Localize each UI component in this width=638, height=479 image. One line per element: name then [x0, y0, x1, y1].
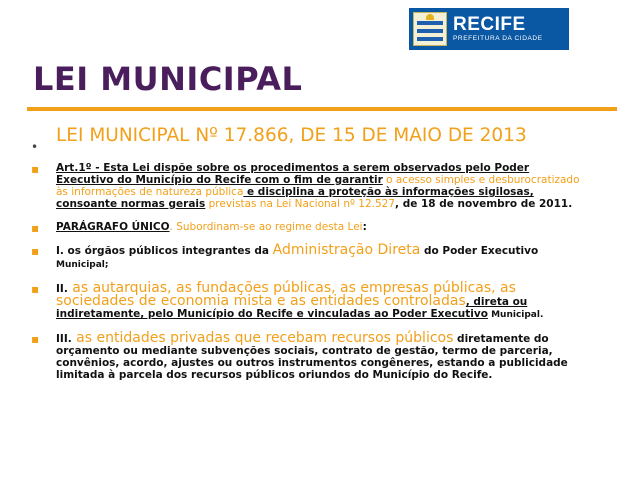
list-item-i	[28, 244, 588, 271]
paragrafo-end: :	[362, 221, 367, 233]
item-iii-body: diretamente do orçamento ou mediante subvenções sociais, contrato de gestão, termo de parceria, convênios, acordo, ajustes ou outros instrumentos congêneres, estando a publicidade limitada à parcela dos recursos públicos oriundos do Município do Recife.	[56, 333, 568, 381]
bullet-icon: ▪	[31, 282, 40, 296]
logo-name: RECIFE	[453, 14, 526, 36]
item-iii-num: III.	[56, 333, 72, 345]
item-iii-highlight: as entidades privadas que recebam recursos públicos	[71, 330, 454, 346]
bullet-icon: ▪	[31, 162, 40, 176]
item-i-end: Municipal;	[56, 260, 109, 270]
list-item-law-heading	[28, 124, 588, 154]
list-item-art1	[28, 162, 588, 210]
art1-part-a: Art.1º - Esta Lei dispõe sobre os procedimentos a serem observados pelo Poder Executivo do Município do Recife com o fim de garantir	[56, 162, 530, 186]
item-i-mid: do Poder Executivo	[420, 245, 539, 257]
slide-title: LEI MUNICIPAL	[33, 60, 303, 98]
bullet-icon: ▪	[31, 244, 40, 258]
art1-text	[56, 162, 588, 210]
coat-of-arms-icon	[413, 12, 447, 46]
item-ii-mid: , direta ou indiretamente, pelo Município do Recife e vinculadas ao Poder Executivo	[56, 296, 528, 320]
bullet-icon: ▪	[31, 221, 40, 235]
paragrafo-body: Subordinam-se ao regime desta Lei	[176, 221, 363, 233]
list-item-paragrafo	[28, 221, 588, 233]
list-item-iii	[28, 332, 588, 381]
item-ii-num: II.	[56, 283, 68, 295]
recife-logo	[409, 8, 569, 50]
logo-subtitle: PREFEITURA DA CIDADE	[453, 35, 543, 43]
art1-part-e: , de 18 de novembro de 2011.	[395, 198, 573, 210]
logo-text	[453, 15, 543, 43]
title-underline	[27, 107, 617, 111]
item-i-text	[56, 244, 588, 271]
paragrafo-label: PARÁGRAFO ÚNICO	[56, 221, 170, 233]
art1-part-d: previstas na Lei Nacional nº 12.527	[205, 198, 396, 210]
art1-part-b: o acesso simples e desburocratizado às informações de natureza pública	[56, 174, 580, 198]
bullet-icon: ▪	[31, 332, 40, 346]
art1-part-c: e disciplina a proteção às informações sigilosas, consoante normas gerais	[56, 186, 534, 210]
item-iii-text	[56, 332, 588, 381]
paragrafo-text	[56, 221, 588, 233]
item-i-highlight: Administração Direta	[272, 242, 421, 258]
bullet-icon: •	[31, 140, 39, 154]
item-ii-end: Municipal.	[487, 310, 544, 320]
list-item-ii	[28, 282, 588, 321]
law-heading: LEI MUNICIPAL Nº 17.866, DE 15 DE MAIO DE 2013	[56, 125, 527, 146]
item-ii-highlight: as autarquias, as fundações públicas, as empresas públicas, as sociedades de economia mista e as entidades controladas	[56, 280, 516, 309]
item-ii-text	[56, 282, 588, 321]
paragrafo-sep: .	[169, 221, 177, 233]
bullet-list	[28, 118, 588, 381]
item-i-lead: I. os órgãos públicos integrantes da	[56, 245, 273, 257]
